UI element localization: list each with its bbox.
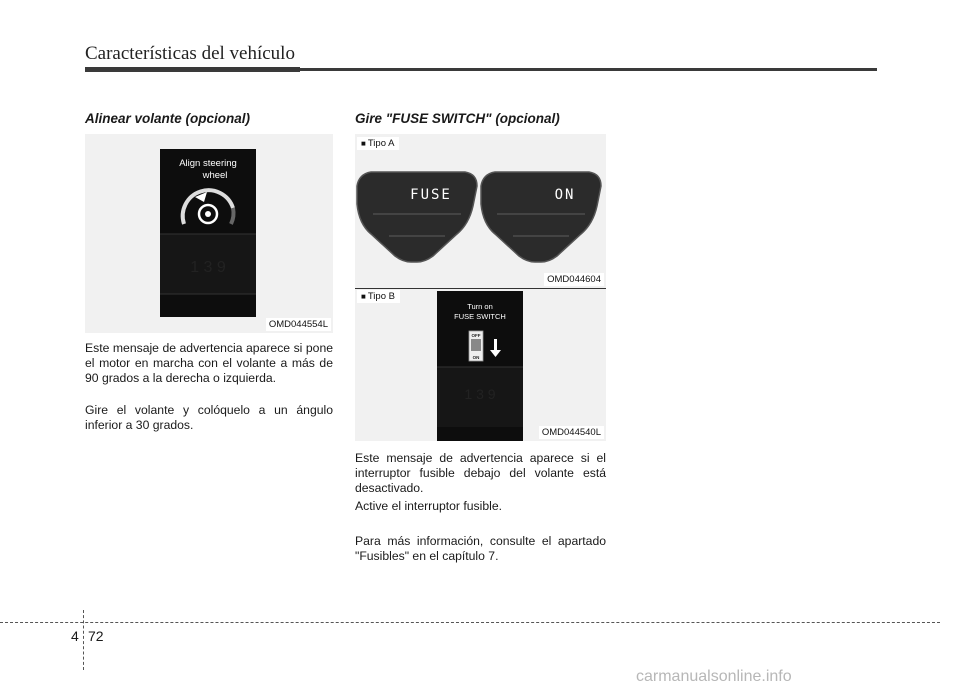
- right-paragraph-3: Para más información, consulte el apartado "Fusibles" en el capítulo 7.: [355, 534, 606, 563]
- align-steering-figure: [85, 134, 333, 333]
- fuse-switch-figure-type-b: [355, 289, 606, 441]
- figure-code-type-b: OMD044540L: [539, 426, 604, 439]
- svg-text:1 3 9: 1 3 9: [190, 259, 226, 276]
- footer-vertical-rule: [83, 610, 84, 670]
- footer-rule: [0, 622, 940, 623]
- left-paragraph-1: Este mensaje de advertencia aparece si pone el motor en marcha con el volante a más de 90 grados a la derecha o izquierda.: [85, 341, 333, 385]
- fuse-display-line2: FUSE SWITCH: [454, 312, 506, 321]
- page-header-title: Características del vehículo: [85, 43, 295, 64]
- fuse-switch-figure-type-a: [355, 134, 606, 288]
- cluster-right-text: ON: [554, 187, 576, 203]
- align-display-line1: Align steering: [179, 158, 237, 169]
- type-b-label: ■ Tipo B: [357, 290, 400, 303]
- right-paragraph-1: Este mensaje de advertencia aparece si el interruptor fusible debajo del volante está desactivado.: [355, 451, 606, 495]
- right-section-title: Gire "FUSE SWITCH" (opcional): [355, 111, 560, 126]
- fuse-switch-icon: [469, 331, 483, 361]
- switch-on-label: ON: [472, 355, 480, 360]
- figure-code: OMD044554L: [266, 318, 331, 331]
- watermark: carmanualsonline.info: [636, 668, 792, 685]
- fuse-display-line1: Turn on: [467, 302, 493, 311]
- left-paragraph-2: Gire el volante y colóquelo a un ángulo inferior a 30 grados.: [85, 403, 333, 432]
- svg-text:1 3 9: 1 3 9: [464, 386, 496, 402]
- page-number: 72: [88, 628, 104, 644]
- switch-off-label: OFF: [471, 333, 481, 338]
- cluster-left-icon: [357, 172, 477, 262]
- header-rule-accent: [85, 67, 300, 72]
- type-a-label: ■ Tipo A: [357, 137, 399, 150]
- align-steering-illustration: [85, 134, 333, 333]
- figure-code-type-a: OMD044604: [544, 273, 604, 286]
- fuse-cluster-illustration: [355, 134, 606, 288]
- cluster-left-text: FUSE: [410, 187, 452, 203]
- left-section-title: Alinear volante (opcional): [85, 111, 251, 126]
- align-display-line2: wheel: [202, 170, 228, 181]
- fuse-switch-display-illustration: [355, 289, 606, 441]
- cluster-right-icon: [481, 172, 601, 262]
- chapter-number: 4: [71, 628, 79, 644]
- right-paragraph-2: Active el interruptor fusible.: [355, 499, 502, 513]
